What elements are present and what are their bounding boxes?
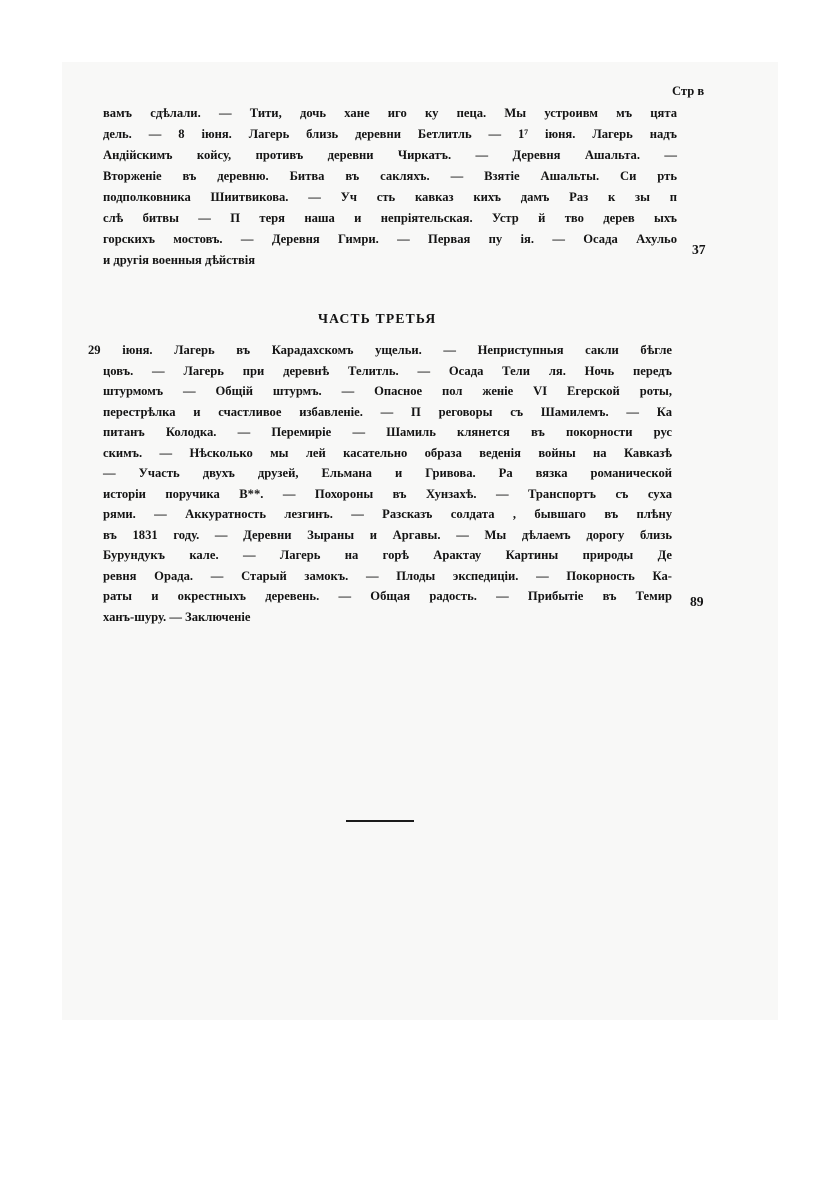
page-number-37: 37 <box>692 242 706 257</box>
toc-line: Бурундукъ кале. — Лагерь на горѣ Арактау Картины природы Де <box>103 548 672 562</box>
section-heading: ЧАСТЬ ТРЕТЬЯ <box>318 311 437 326</box>
toc-line: вамъ сдѣлали. — Тити, дочь хане иго ку пеца. Мы устроивм мъ цята <box>103 106 677 120</box>
toc-line: питанъ Колодка. — Перемиріе — Шамиль клянется въ покорности рус <box>103 425 672 439</box>
toc-line: подполковника Шиитвикова. — Уч сть кавказ кихъ дамъ Раз к зы п <box>103 190 677 204</box>
toc-line: исторіи поручика В**. — Похороны въ Хунзахѣ. — Транспортъ съ суха <box>103 486 672 501</box>
toc-line: дель. — 8 іюня. Лагерь близь деревни Бетлитль — 1⁷ іюня. Лагерь надъ <box>103 127 677 141</box>
toc-line: — Участь двухъ друзей, Ельмана и Гривова. Ра вязка романической <box>103 466 672 480</box>
closing-rule <box>346 820 414 822</box>
toc-line: раты и окрестныхъ деревень. — Общая радость. — Прибытіе въ Темир <box>103 589 672 603</box>
toc-line: Андійскимъ койсу, противъ деревни Чиркатъ. — Деревня Ашальта. — <box>103 148 677 162</box>
toc-line: въ 1831 году. — Деревни Зыраны и Аргавы. — Мы дѣлаемъ дорогу близь <box>103 527 672 542</box>
toc-line: цовъ. — Лагерь при деревнѣ Телитль. — Осада Тели ля. Ночь передъ <box>103 363 672 378</box>
toc-line: скимъ. — Нѣсколько мы лей касательно образа веденія войны на Кавказѣ <box>103 445 672 460</box>
toc-line: ревня Орада. — Старый замокъ. — Плоды экспедиціи. — Покорность Ка- <box>103 568 672 583</box>
toc-line: и другія военныя дѣйствія <box>103 253 256 267</box>
page-label: Стр в <box>672 84 705 98</box>
toc-line: Вторженіе въ деревню. Битва въ сакляхъ. — Взятіе Ашальты. Си рть <box>103 169 677 183</box>
toc-line: слѣ битвы — П тeря наша и непріятельская. Устр й тво дерев ыхъ <box>103 211 677 225</box>
page-number-89: 89 <box>690 594 704 609</box>
toc-line: перестрѣлка и счастливое избавленіе. — П реговоры съ Шамилемъ. — Ка <box>103 404 672 419</box>
toc-line: штурмомъ — Общій штурмъ. — Опасное пол женіе VI Егерской роты, <box>103 384 672 398</box>
toc-line: рями. — Аккуратность лезгинъ. — Разсказъ солдата , бывшаго въ плѣну <box>103 507 672 521</box>
toc-line: ханъ-шуру. — Заключеніе <box>103 609 251 624</box>
toc-line: горскихъ мостовъ. — Деревня Гимри. — Первая пу ія. — Осада Ахульо <box>103 232 677 246</box>
toc-line: 29 іюня. Лагерь въ Карадахскомъ ущельи. — Неприступныя сакли бѣгле <box>88 343 672 357</box>
